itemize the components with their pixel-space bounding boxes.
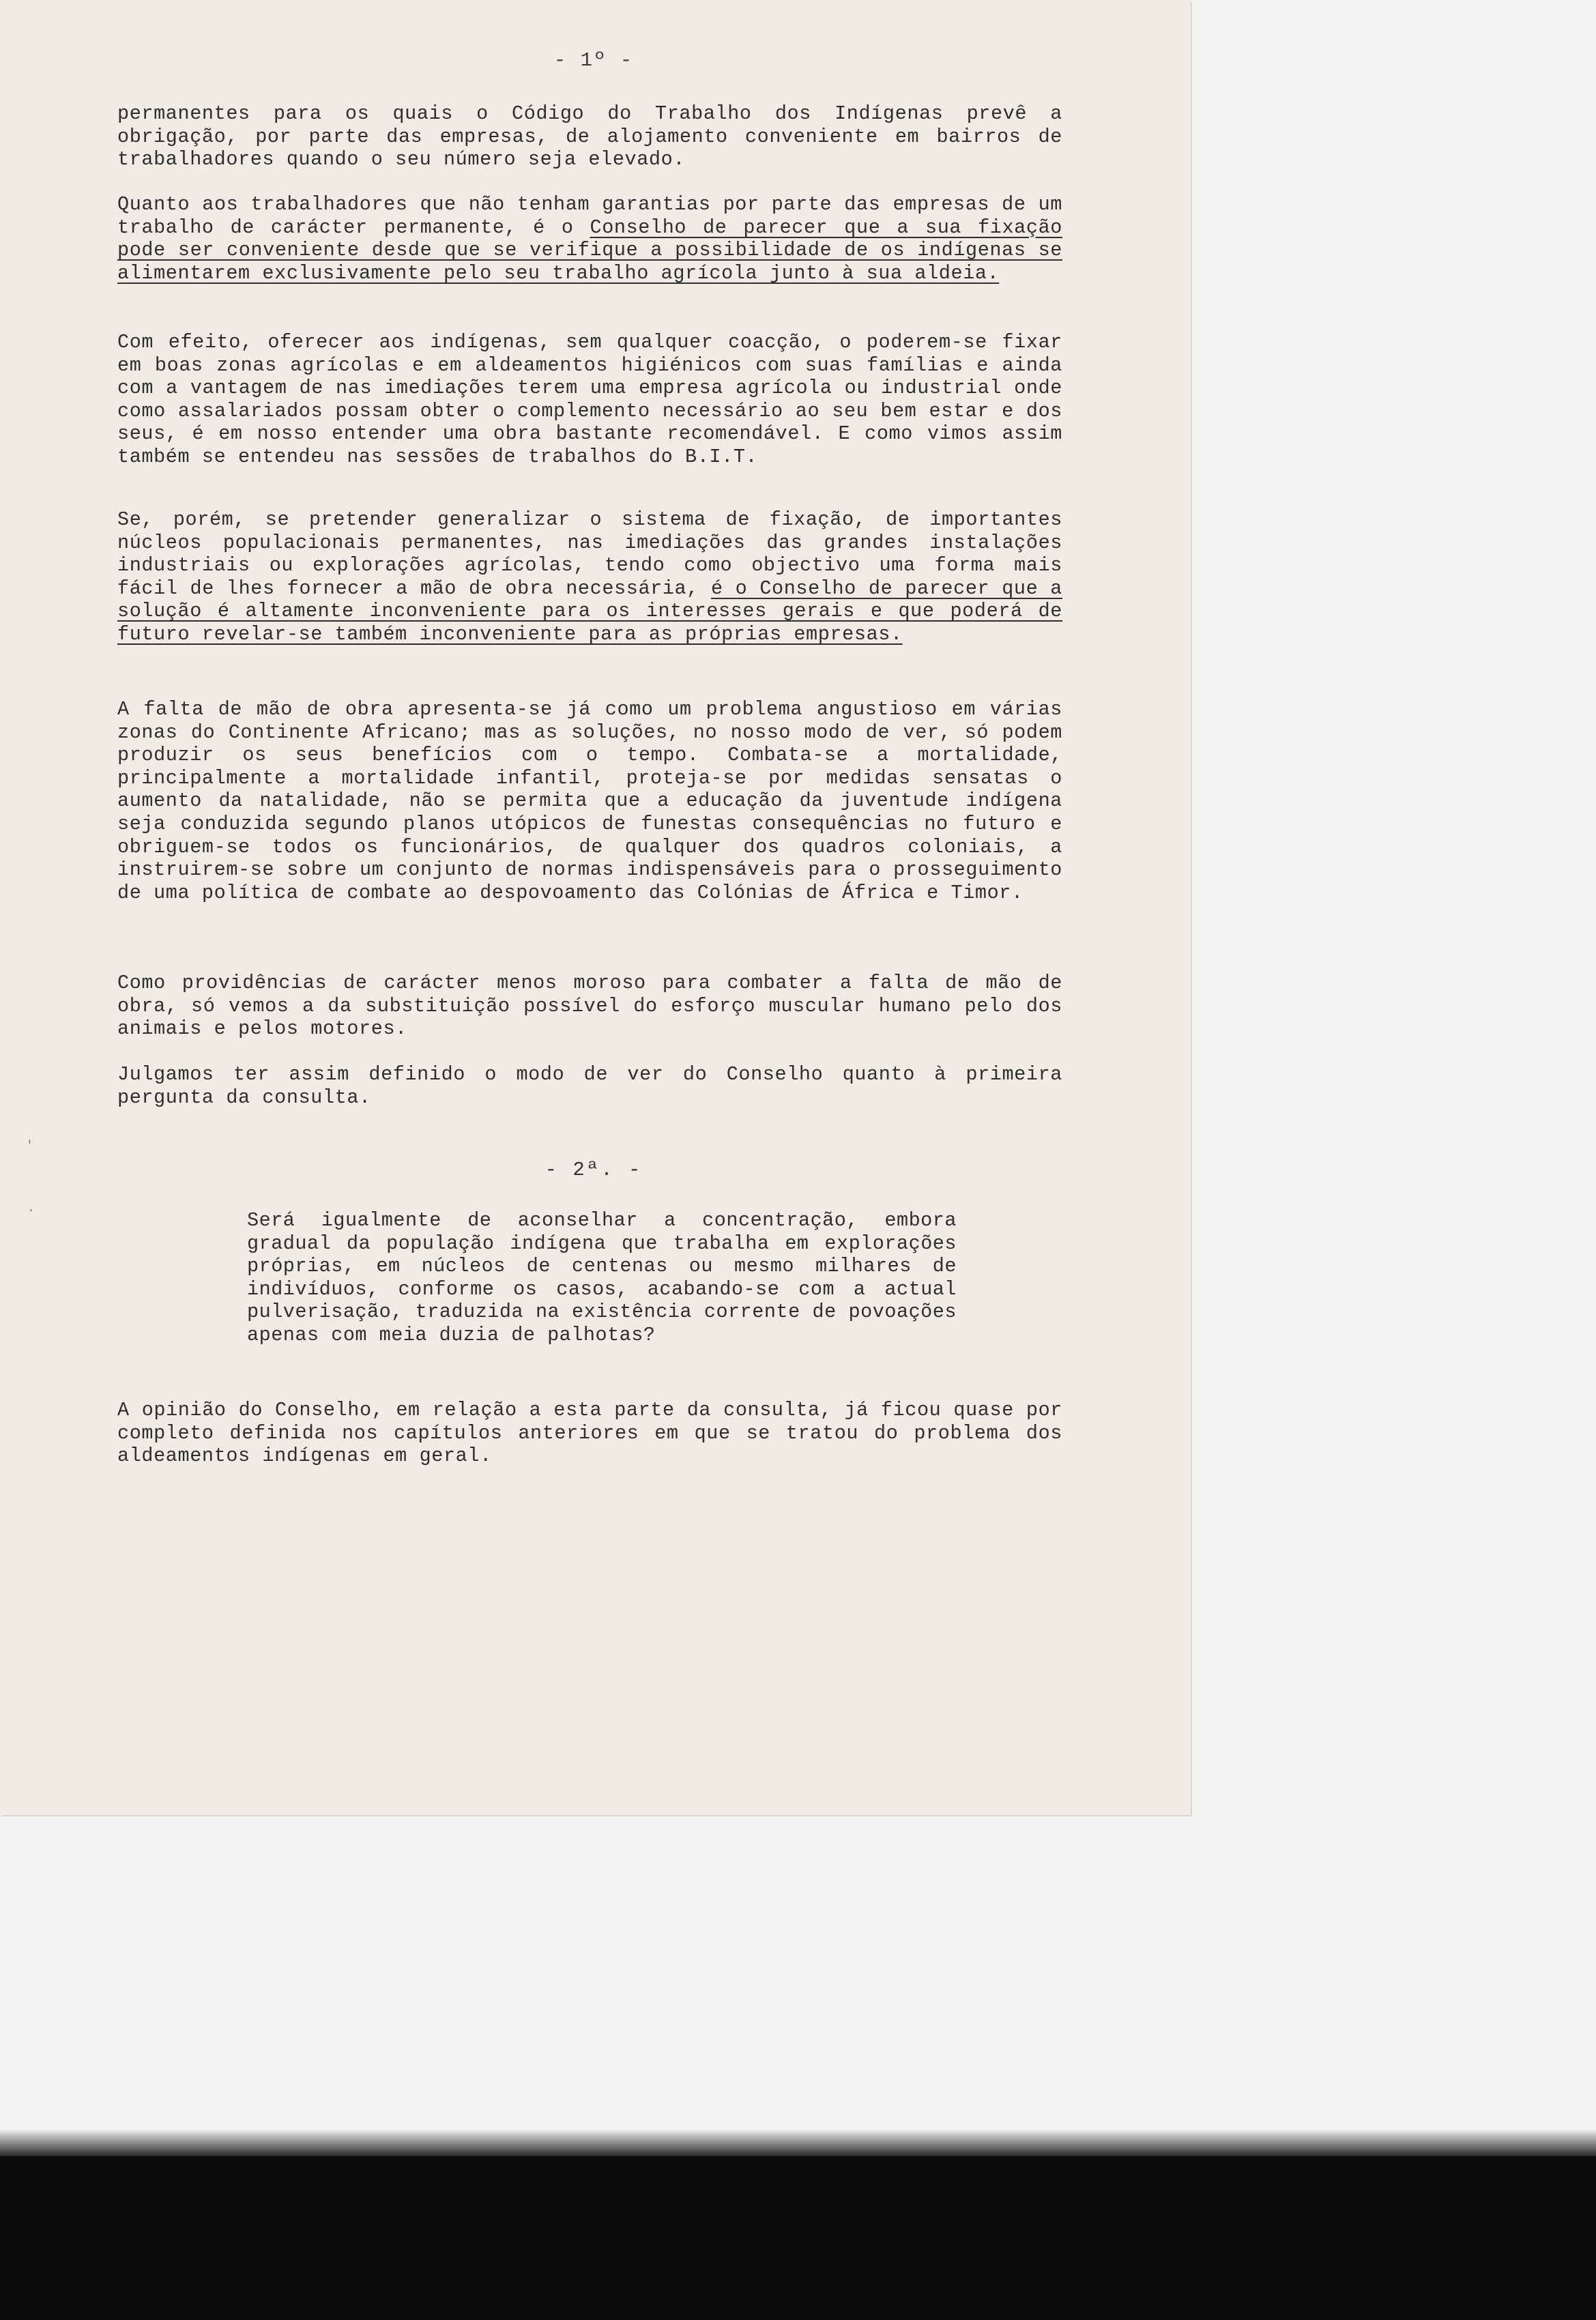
margin-speck: ·	[27, 1204, 35, 1218]
section-heading: - 2ª. -	[545, 1159, 643, 1181]
page-number: - 1º -	[553, 49, 634, 72]
paragraph-2-lead: Quanto aos trabalhadores que não tenham garantias por parte das empresas de um trabalho de carácter permanente, é o	[117, 193, 1062, 239]
margin-speck: '	[26, 1140, 33, 1153]
paragraph-4-lead: Se, porém, se pretender generalizar o sistema de fixação, de importantes núcleos populacionais permanentes, nas imediações das grandes instalações industriais ou explorações agrícolas, tendo como objectivo uma forma mais fácil de lhes fornecer a mão de obra necessária,	[117, 508, 1062, 600]
paragraph-2-underlined: Conselho de parecer que a sua fixação pode ser conveniente desde que se verifique a possibilidade de os indígenas se alimentarem exclusivamente pelo seu trabalho agrícola junto à sua aldeia.	[117, 216, 1062, 285]
scanner-bottom-edge	[0, 2156, 1596, 2320]
paragraph-5: A falta de mão de obra apresenta-se já como um problema angustioso em várias zonas do Continente Africano; mas as soluções, no nosso modo de ver, só podem produzir os seus benefícios com o tempo. Combata-se a mortalidade, principalmente a mortalidade infantil, proteja-se por medidas sensatas o aumento da natalidade, não se permita que a educação da juventude indígena seja conduzida segundo planos utópicos de funestas consequências no futuro e obriguem-se todos os funcionários, de qualquer dos quadros coloniais, a instruirem-se sobre um conjunto de normas indispensáveis para o prosseguimento de uma política de combate ao despovoamento das Colónias de África e Timor.	[117, 698, 1062, 904]
question-block: Será igualmente de aconselhar a concentração, embora gradual da população indígena que trabalha em explorações próprias, em núcleos de centenas ou mesmo milhares de indivíduos, conforme os casos, acabando-se com a actual pulverisação, traduzida na existência corrente de povoações apenas com meia duzia de palhotas?	[247, 1209, 957, 1346]
paragraph-7: Julgamos ter assim definido o modo de ver do Conselho quanto à primeira pergunta da consulta.	[117, 1063, 1062, 1109]
paragraph-2	[117, 193, 1062, 285]
paragraph-4	[117, 508, 1062, 646]
paragraph-4-underlined: é o Conselho de parecer que a solução é altamente inconveniente para os interesses gerais e que poderá de futuro revelar-se também inconveniente para as próprias empresas.	[117, 577, 1063, 646]
paragraph-3: Com efeito, oferecer aos indígenas, sem qualquer coacção, o poderem-se fixar em boas zonas agrícolas e em aldeamentos higiénicos com suas famílias e ainda com a vantagem de nas imediações terem uma empresa agrícola ou industrial onde como assalariados possam obter o complemento necessário ao seu bem estar e dos seus, é em nosso entender uma obra bastante recomendável. E como vimos assim também se entendeu nas sessões de trabalhos do B.I.T.	[117, 331, 1062, 468]
paragraph-6: Como providências de carácter menos moroso para combater a falta de mão de obra, só vemos a da substituição possível do esforço muscular humano pelo dos animais e pelos motores.	[117, 972, 1062, 1041]
paragraph-1: permanentes para os quais o Código do Trabalho dos Indígenas prevê a obrigação, por parte das empresas, de alojamento conveniente em bairros de trabalhadores quando o seu número seja elevado.	[117, 102, 1062, 171]
closing-paragraph: A opinião do Conselho, em relação a esta parte da consulta, já ficou quase por completo definida nos capítulos anteriores em que se tratou do problema dos aldeamentos indígenas em geral.	[117, 1399, 1062, 1468]
